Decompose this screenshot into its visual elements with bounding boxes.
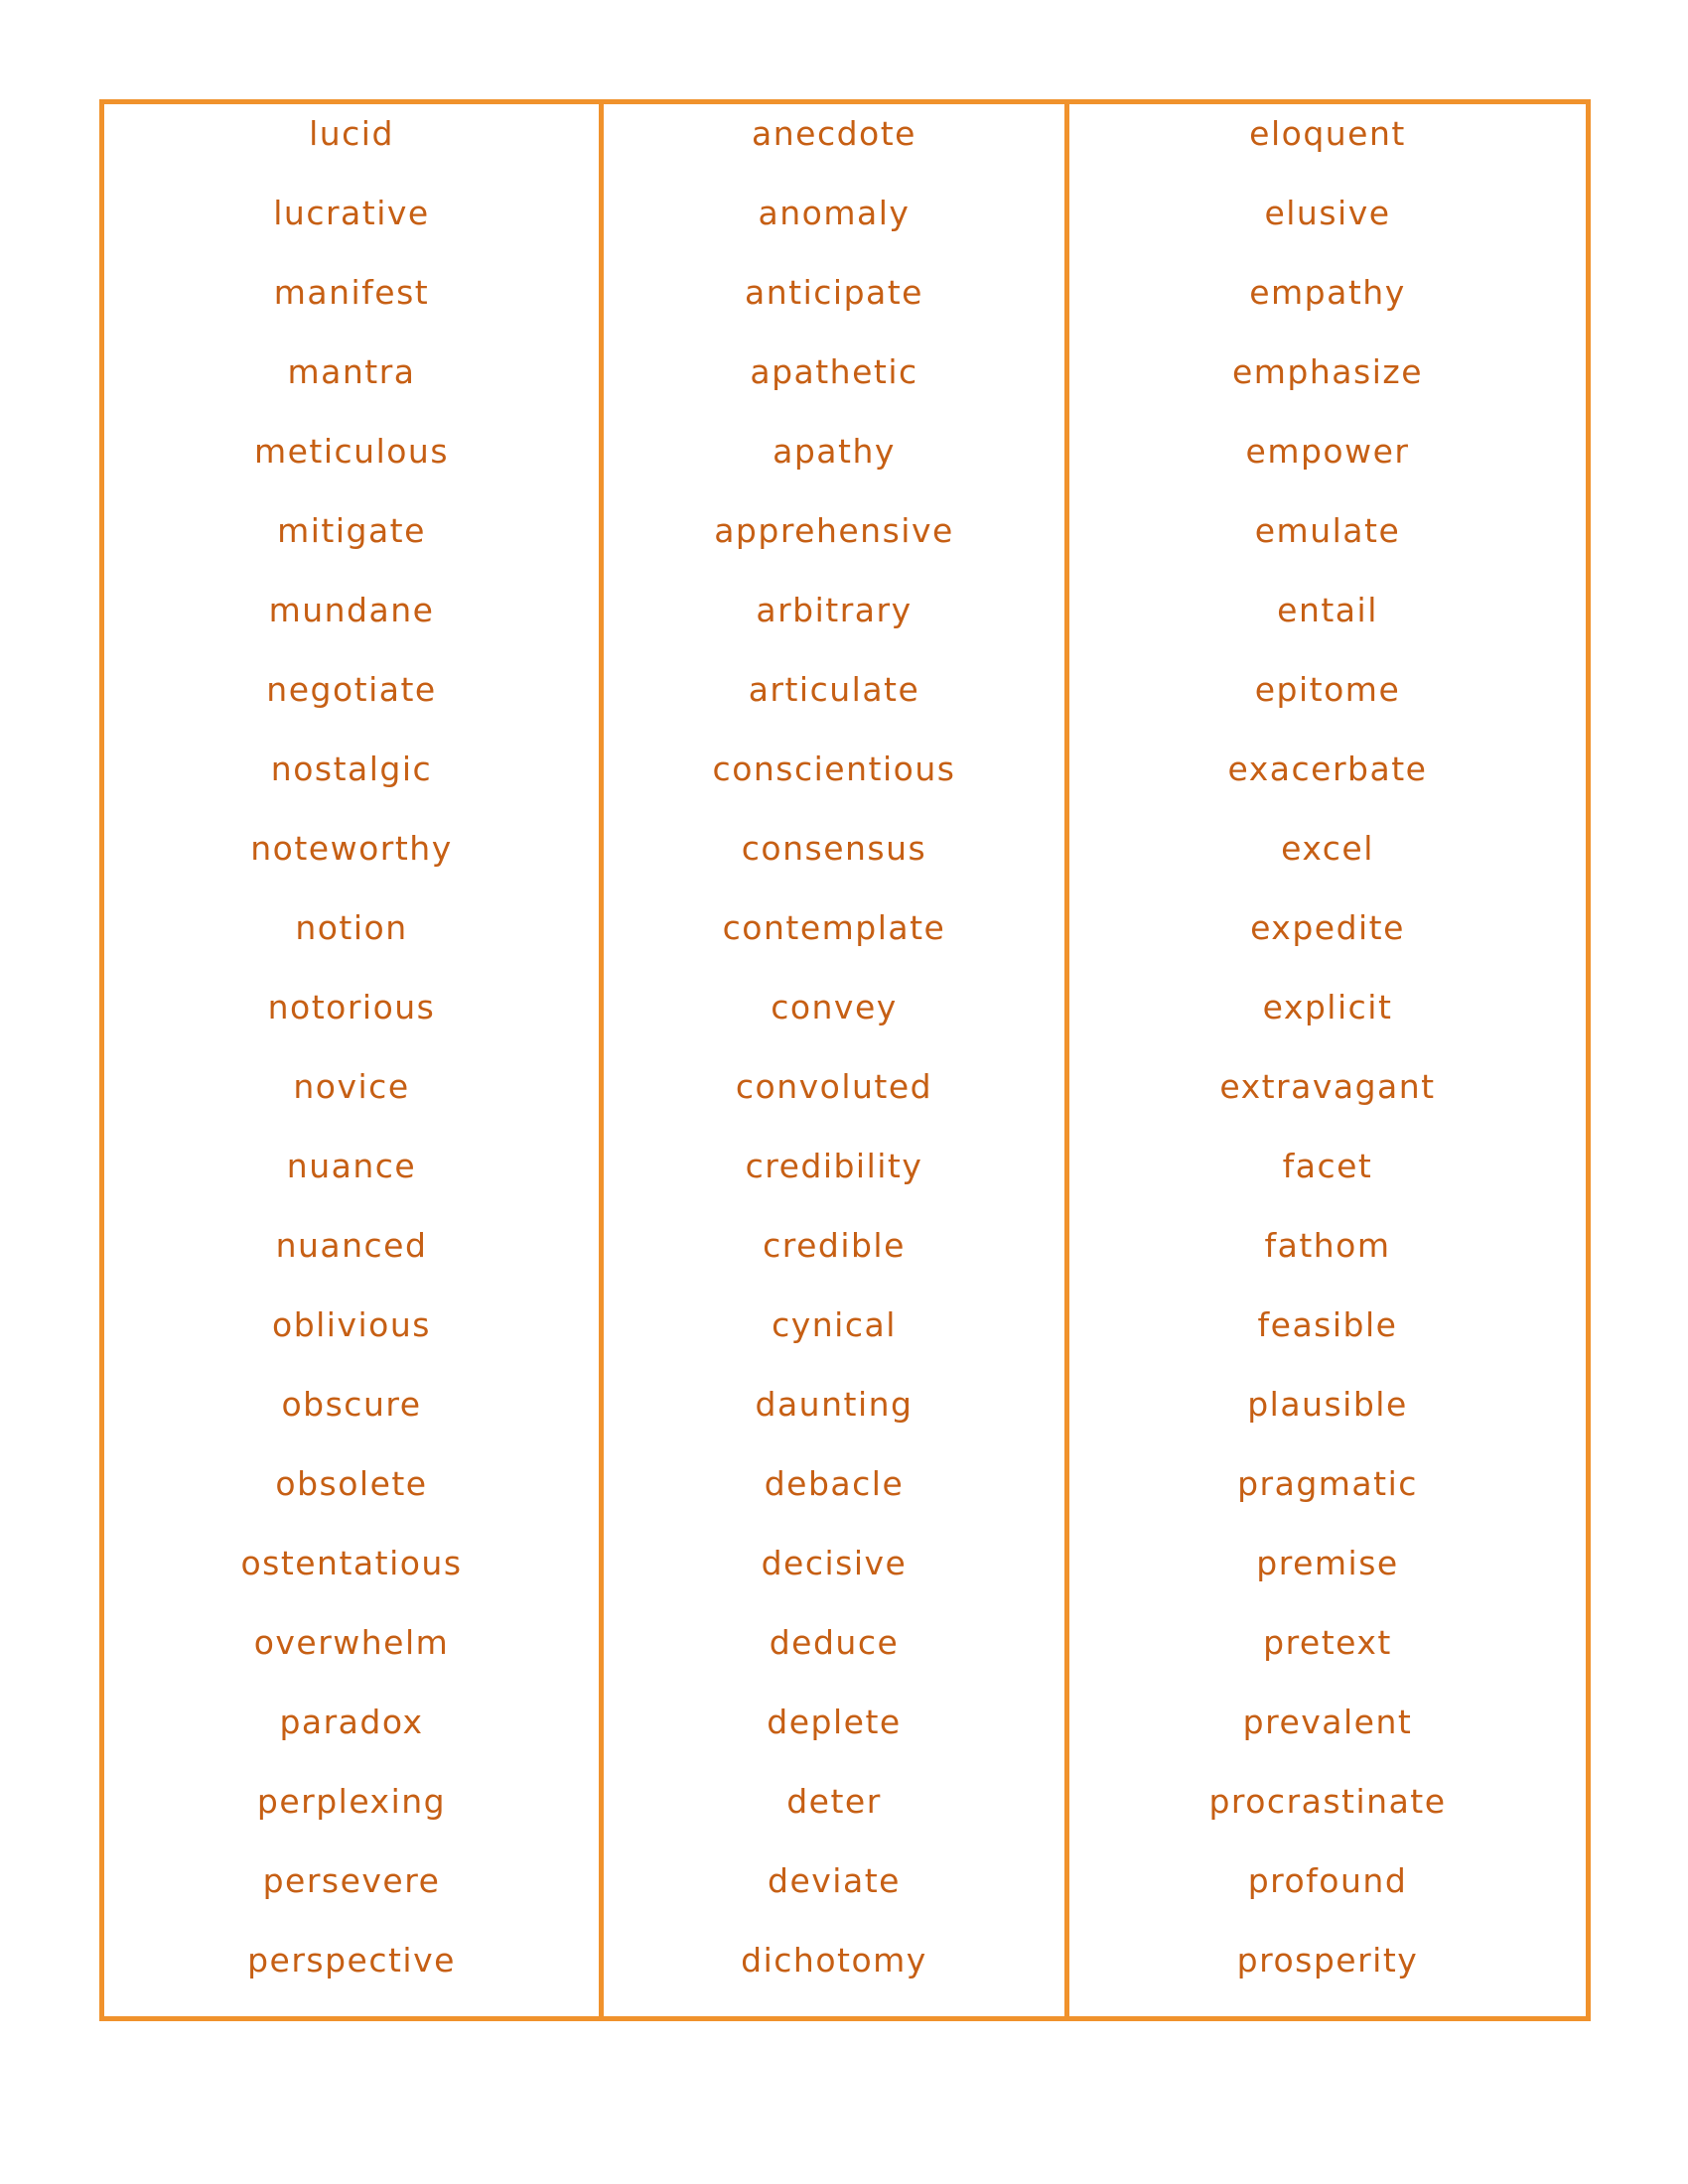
vocabulary-word: obscure [281, 1385, 422, 1424]
vocabulary-word: entail [1277, 591, 1378, 629]
vocabulary-word: procrastinate [1208, 1782, 1447, 1821]
vocabulary-word: conscientious [712, 750, 956, 788]
vocabulary-word: paradox [279, 1703, 424, 1741]
vocabulary-word: overwhelm [253, 1623, 450, 1662]
vocabulary-word: articulate [748, 670, 920, 709]
vocabulary-word: convoluted [735, 1067, 933, 1106]
vocabulary-word: daunting [755, 1385, 914, 1424]
vocabulary-word: premise [1256, 1544, 1399, 1582]
vocabulary-word: novice [293, 1067, 410, 1106]
vocabulary-word: negotiate [266, 670, 437, 709]
vocabulary-word: nuanced [275, 1226, 428, 1265]
vocabulary-word: notorious [267, 988, 436, 1026]
vocabulary-word: emulate [1254, 511, 1401, 550]
vocabulary-word: mitigate [277, 511, 426, 550]
vocabulary-word: dichotomy [741, 1941, 927, 1979]
vocabulary-word: prevalent [1242, 1703, 1413, 1741]
vocabulary-word: contemplate [722, 908, 946, 947]
vocabulary-word: nostalgic [270, 750, 433, 788]
vocabulary-word: convey [771, 988, 898, 1026]
vocabulary-word: manifest [273, 273, 430, 312]
vocabulary-word: fathom [1264, 1226, 1391, 1265]
word-column-1 [104, 104, 604, 2016]
vocabulary-word: plausible [1247, 1385, 1408, 1424]
vocabulary-word: epitome [1254, 670, 1401, 709]
vocabulary-word: empower [1245, 432, 1410, 471]
vocabulary-word: decisive [761, 1544, 908, 1582]
vocabulary-word: exacerbate [1227, 750, 1428, 788]
vocabulary-word: excel [1281, 829, 1374, 868]
vocabulary-word: eloquent [1249, 114, 1406, 153]
vocabulary-word: perspective [247, 1941, 456, 1979]
vocabulary-word: apathetic [750, 352, 918, 391]
vocabulary-word: lucrative [273, 194, 430, 232]
vocabulary-word: perplexing [256, 1782, 447, 1821]
vocabulary-table [99, 99, 1591, 2021]
vocabulary-word: profound [1247, 1861, 1408, 1900]
vocabulary-word: anticipate [745, 273, 923, 312]
vocabulary-word: explicit [1262, 988, 1393, 1026]
vocabulary-word: extravagant [1219, 1067, 1436, 1106]
vocabulary-word: meticulous [253, 432, 450, 471]
vocabulary-word: deviate [768, 1861, 901, 1900]
vocabulary-word: apathy [773, 432, 896, 471]
vocabulary-word: mundane [268, 591, 435, 629]
vocabulary-word: mantra [287, 352, 416, 391]
vocabulary-word: credibility [745, 1147, 923, 1185]
vocabulary-word: obsolete [275, 1464, 428, 1503]
vocabulary-word: elusive [1264, 194, 1391, 232]
vocabulary-word: cynical [772, 1305, 897, 1344]
vocabulary-word: feasible [1257, 1305, 1398, 1344]
vocabulary-word: oblivious [272, 1305, 431, 1344]
vocabulary-word: deduce [769, 1623, 900, 1662]
vocabulary-word: anecdote [752, 114, 916, 153]
vocabulary-word: empathy [1249, 273, 1406, 312]
vocabulary-word: notion [295, 908, 408, 947]
vocabulary-word: credible [763, 1226, 906, 1265]
word-column-3 [1069, 104, 1586, 2016]
vocabulary-word: facet [1282, 1147, 1373, 1185]
vocabulary-word: consensus [741, 829, 927, 868]
vocabulary-word: apprehensive [714, 511, 954, 550]
vocabulary-word: emphasize [1231, 352, 1424, 391]
vocabulary-word: pragmatic [1237, 1464, 1418, 1503]
word-column-2 [604, 104, 1069, 2016]
vocabulary-word: arbitrary [756, 591, 913, 629]
vocabulary-word: expedite [1250, 908, 1405, 947]
vocabulary-word: persevere [262, 1861, 441, 1900]
vocabulary-word: deplete [767, 1703, 902, 1741]
vocabulary-word: anomaly [758, 194, 911, 232]
vocabulary-word: prosperity [1236, 1941, 1419, 1979]
vocabulary-word: deter [786, 1782, 882, 1821]
vocabulary-word: ostentatious [240, 1544, 463, 1582]
vocabulary-word: nuance [286, 1147, 417, 1185]
vocabulary-word: lucid [309, 114, 394, 153]
vocabulary-word: pretext [1263, 1623, 1392, 1662]
vocabulary-word: noteworthy [250, 829, 453, 868]
vocabulary-word: debacle [764, 1464, 905, 1503]
